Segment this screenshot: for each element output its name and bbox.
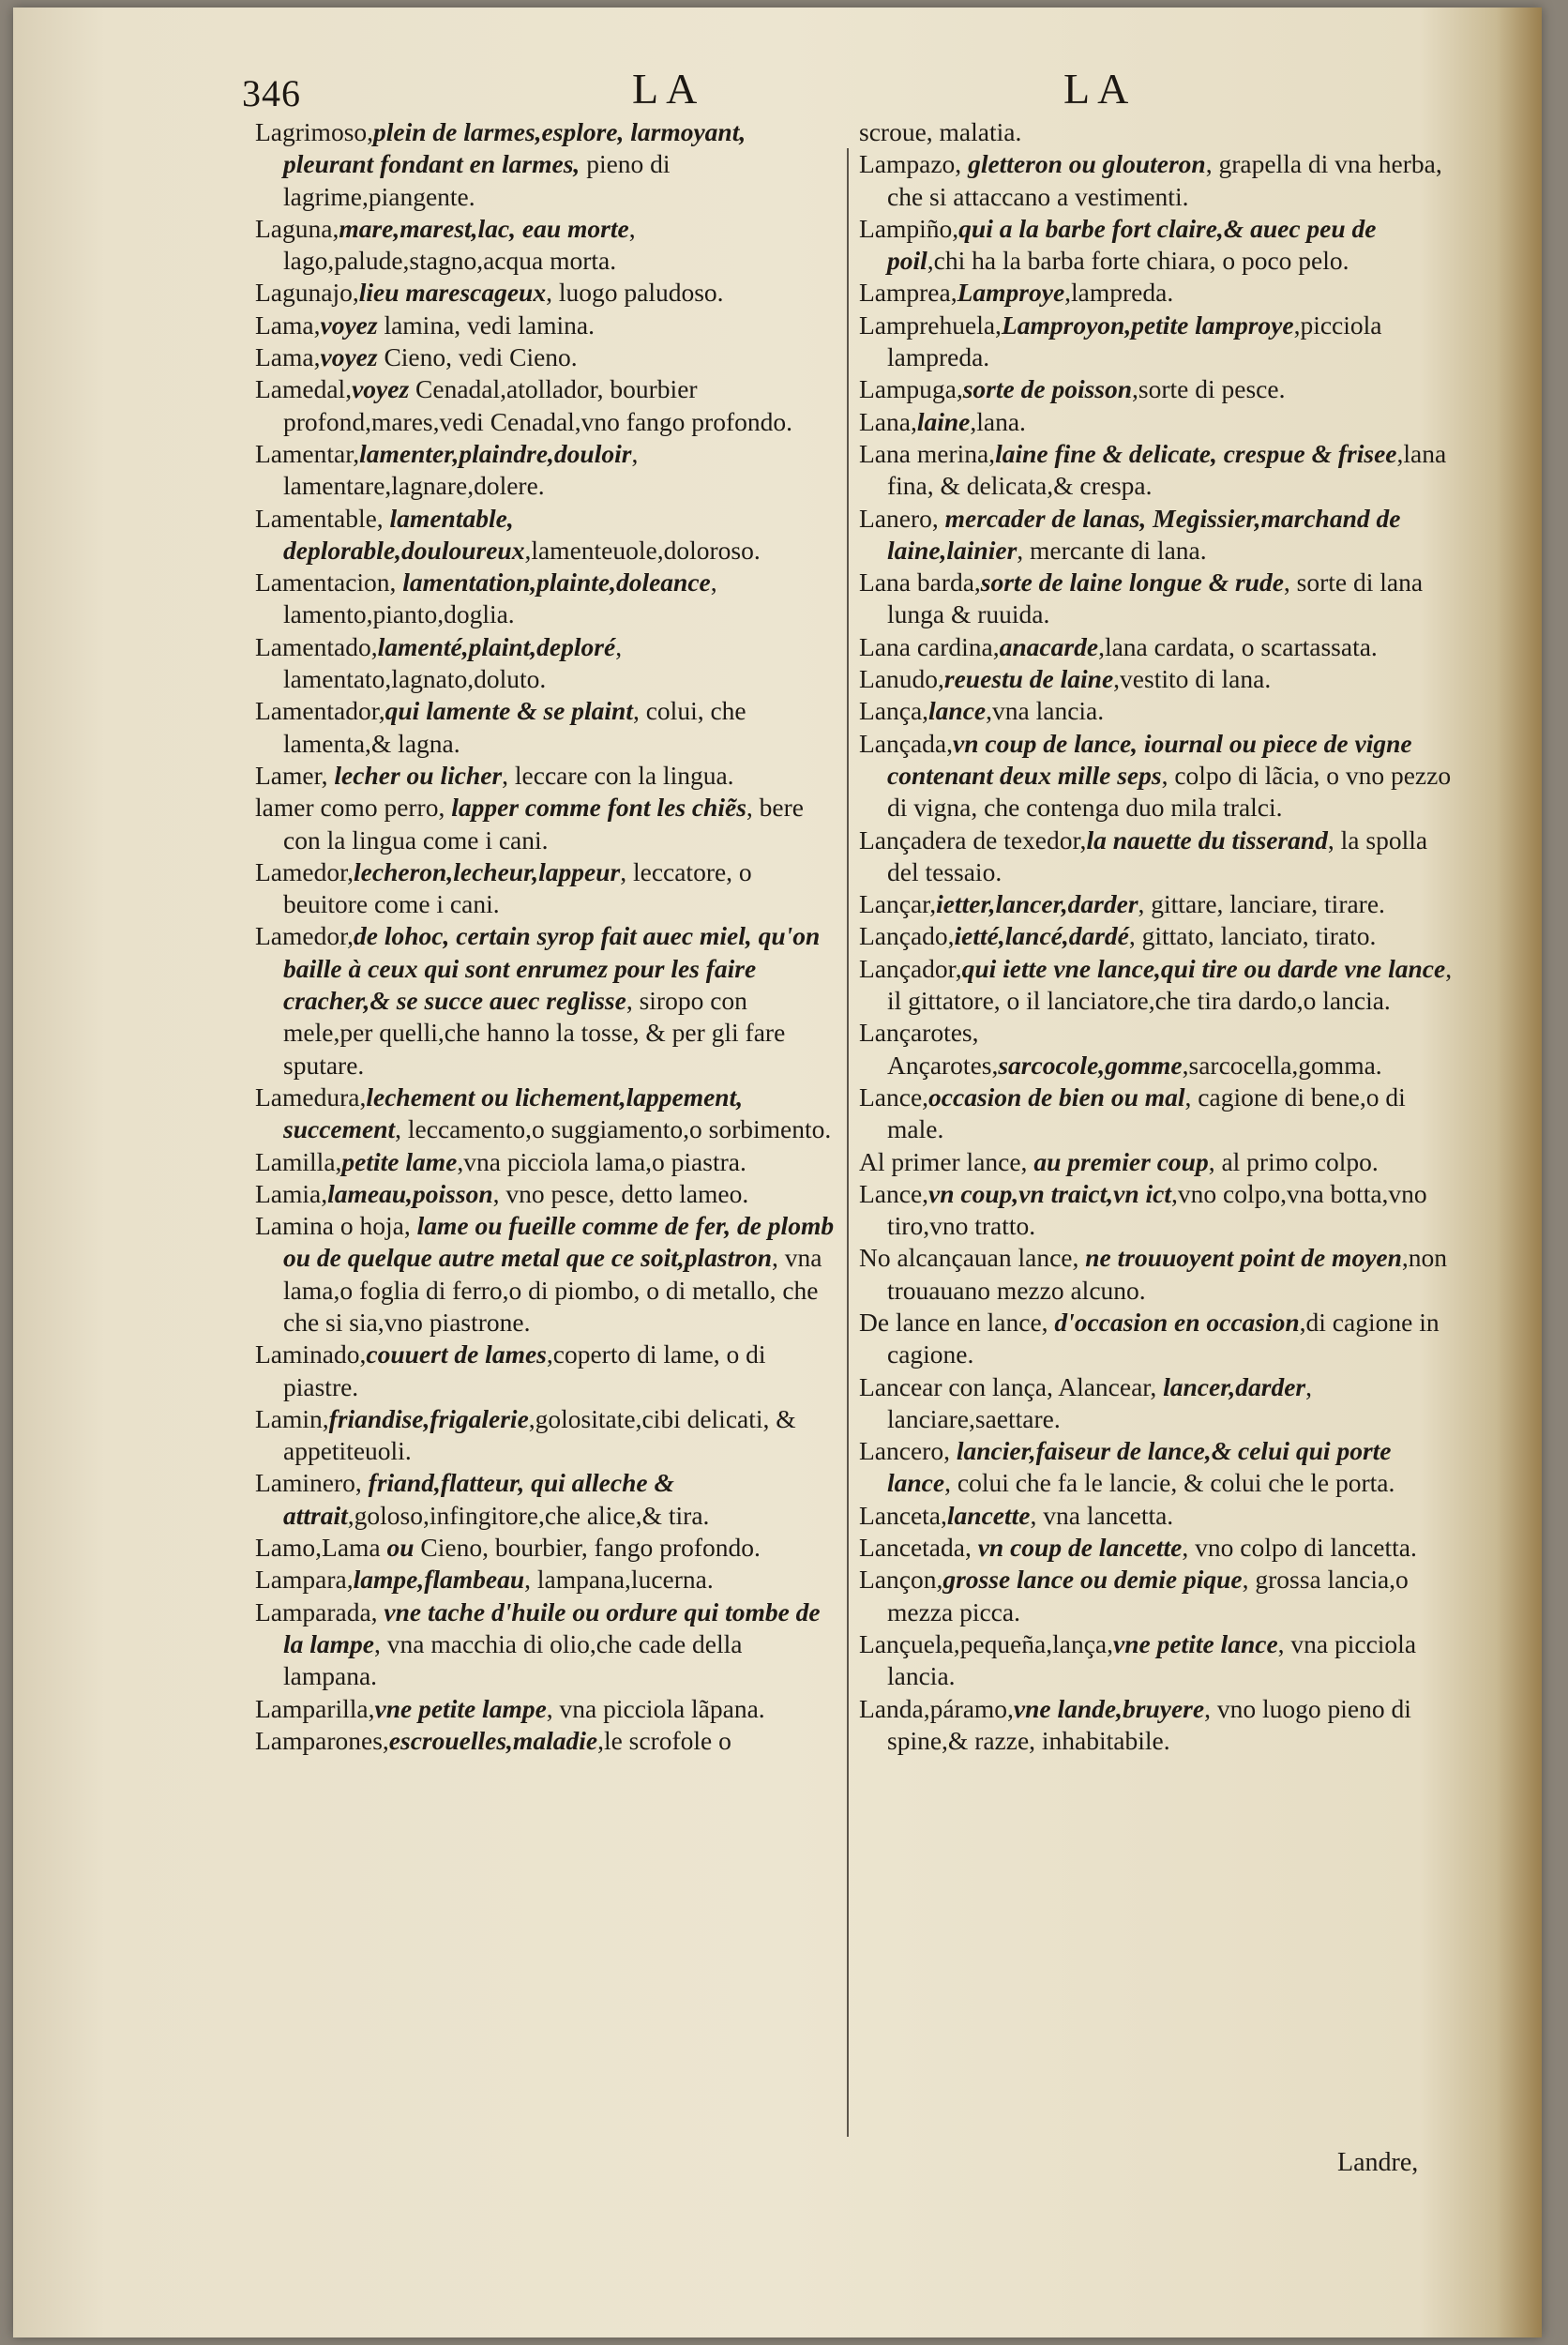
dictionary-entry: [255, 1596, 835, 1693]
french-gloss: la nauette du tisserand: [1086, 825, 1328, 855]
italian-gloss: ,picciola lampreda.: [887, 310, 1382, 372]
headword: Lanudo,: [859, 664, 944, 694]
french-gloss: occasion de bien ou mal: [928, 1082, 1185, 1112]
dictionary-entry: [255, 373, 835, 438]
french-gloss: lecher ou licher: [334, 760, 503, 790]
italian-gloss: , siropo con mele,per quelli,che hanno la tosse, & per gli fare sputare.: [283, 986, 786, 1080]
french-gloss: ietter,lancer,darder: [936, 889, 1138, 919]
french-gloss: sarcocole,gomme: [998, 1050, 1183, 1080]
dictionary-entry: [859, 728, 1454, 825]
dictionary-entry: [859, 953, 1454, 1018]
headword: Lama,: [255, 342, 321, 372]
french-gloss: plein de larmes,esplore, larmoyant, pleurant fondant en larmes,: [283, 117, 746, 179]
italian-gloss: , mercante di lana.: [1017, 535, 1207, 565]
dictionary-entry: [255, 856, 835, 921]
dictionary-entry: [255, 1693, 835, 1725]
headword: Laminero,: [255, 1468, 369, 1498]
headword: Lancear con lança, Alancear,: [859, 1371, 1164, 1401]
french-gloss: lechement ou lichement,lappement, succement: [283, 1082, 744, 1144]
french-gloss: lancer,darder: [1163, 1371, 1306, 1401]
dictionary-entry: [255, 1178, 835, 1210]
french-gloss: gletteron ou glouteron: [968, 149, 1206, 179]
dictionary-entry: [859, 503, 1454, 567]
italian-gloss: ,chi ha la barba forte chiara, o poco pelo.: [927, 246, 1349, 276]
dictionary-entry: [859, 888, 1454, 920]
french-gloss: petite lame: [341, 1146, 458, 1176]
french-gloss: reuestu de laine: [943, 664, 1114, 694]
dictionary-entry: [859, 1532, 1454, 1564]
italian-gloss: ,golositate,cibi delicati, & appetiteuoli.: [283, 1403, 796, 1466]
french-gloss: laine fine & delicate, crespue & frisee: [995, 438, 1397, 468]
french-gloss: vne lande,bruyere: [1013, 1693, 1205, 1723]
headword: Lamparones,: [255, 1725, 389, 1755]
french-gloss: laine: [916, 406, 971, 436]
dictionary-entry: [255, 695, 835, 760]
dictionary-page: [13, 8, 1542, 2337]
dictionary-entry: [859, 310, 1454, 374]
french-gloss: vn coup de lancette: [977, 1533, 1183, 1563]
dictionary-entry: [859, 116, 1454, 148]
headword: Lama,: [255, 310, 321, 340]
dictionary-entry: [859, 920, 1454, 952]
french-gloss: mercader de lanas, Megissier,marchand de laine,lainier: [887, 503, 1401, 565]
headword: Lamo,Lama: [255, 1533, 387, 1563]
headword: Lançado,: [859, 921, 955, 951]
italian-gloss: , grossa lancia,o mezza picca.: [887, 1565, 1409, 1626]
dictionary-entry: [255, 310, 835, 341]
italian-gloss: , leccatore, o beuitore come i cani.: [283, 856, 752, 919]
headword: Lampazo,: [859, 149, 969, 179]
french-gloss: Lamproyon,petite lamproye: [1001, 310, 1294, 340]
headword: No alcançauan lance,: [859, 1243, 1086, 1273]
french-gloss: friandise,frigalerie: [328, 1403, 529, 1433]
french-gloss: qui a la barbe fort claire,& auec peu de poil: [887, 213, 1377, 276]
left-column: [255, 116, 835, 1757]
dictionary-entry: [859, 825, 1454, 889]
french-gloss: ietté,lancé,dardé: [954, 921, 1129, 951]
italian-gloss: , cagione di bene,o di male.: [887, 1082, 1406, 1144]
dictionary-entry: [859, 1178, 1454, 1243]
french-gloss: lamenter,plaindre,douloir: [359, 438, 632, 468]
italian-gloss: ,di cagione in cagione.: [887, 1307, 1440, 1369]
italian-gloss: , leccamento,o suggiamento,o sorbimento.: [395, 1114, 832, 1144]
italian-gloss: , al primo colpo.: [1208, 1146, 1379, 1176]
italian-gloss: , vno pesce, detto lameo.: [492, 1178, 749, 1208]
headword: Landa,páramo,: [859, 1693, 1014, 1723]
italian-gloss: , gittato, lanciato, tirato.: [1128, 921, 1377, 951]
headword: Lanero,: [859, 503, 945, 533]
french-gloss: qui iette vne lance,qui tire ou darde vne lance: [961, 953, 1446, 983]
italian-gloss: Cieno, vedi Cieno.: [377, 342, 578, 372]
dictionary-entry: [859, 213, 1454, 278]
italian-gloss: , colpo di lãcia, o vno pezzo di vigna, che contenga duo mila tralci.: [887, 760, 1452, 823]
italian-gloss: , lamentato,lagnato,doluto.: [283, 631, 623, 694]
italian-gloss: , colui che fa le lancie, & colui che le porta.: [944, 1468, 1395, 1498]
headword: Lance,: [859, 1178, 929, 1208]
french-gloss: vne petite lampe: [374, 1693, 547, 1723]
headword: Lamina o hoja,: [255, 1211, 417, 1241]
italian-gloss: , leccare con la lingua.: [502, 760, 734, 790]
dictionary-entry: [859, 1017, 1454, 1082]
headword: Lançar,: [859, 889, 937, 919]
headword: Lamentar,: [255, 438, 360, 468]
dictionary-entry: [859, 148, 1454, 213]
italian-gloss: , lampana,lucerna.: [524, 1565, 714, 1595]
french-gloss: lampe,flambeau: [353, 1565, 525, 1595]
french-gloss: sorte de laine longue & rude: [980, 567, 1284, 598]
italian-gloss: , bere con la lingua come i cani.: [283, 793, 804, 855]
italian-gloss: ,lana cardata, o scartassata.: [1098, 631, 1378, 661]
french-gloss: de lohoc, certain syrop fait auec miel, qu'on baille à ceux qui sont enrumez pour les faire cracher,& se succe auec reglisse: [283, 921, 821, 1016]
italian-gloss: scroue, malatia.: [859, 117, 1022, 146]
dictionary-entry: [859, 1628, 1454, 1693]
french-gloss: lameau,poisson: [327, 1178, 493, 1208]
dictionary-entry: [255, 567, 835, 631]
headword: Lança,: [859, 696, 929, 726]
headword: Lancetada,: [859, 1533, 978, 1563]
running-head-right: LA: [1063, 65, 1137, 113]
dictionary-entry: [859, 1371, 1454, 1436]
italian-gloss: , lanciare,saettare.: [887, 1371, 1312, 1433]
dictionary-entry: [255, 277, 835, 309]
french-gloss: voyez: [352, 374, 410, 404]
dictionary-entry: [859, 631, 1454, 663]
french-gloss: lecheron,lecheur,lappeur: [354, 856, 621, 886]
italian-gloss: , gittare, lanciare, tirare.: [1138, 889, 1385, 919]
french-gloss: vn coup,vn traict,vn ict: [928, 1178, 1171, 1208]
italian-gloss: , vna lama,o foglia di ferro,o di piombo, o di metallo, che che si sia,vno piastrone.: [283, 1243, 822, 1337]
dictionary-entry: [255, 1403, 835, 1468]
headword: Lamin,: [255, 1403, 329, 1433]
headword: Lance,: [859, 1082, 929, 1112]
headword: Lamia,: [255, 1178, 328, 1208]
italian-gloss: , luogo paludoso.: [546, 278, 724, 308]
italian-gloss: , lamento,pianto,doglia.: [283, 567, 717, 629]
headword: Lamprehuela,: [859, 310, 1002, 340]
headword: Lanceta,: [859, 1500, 947, 1530]
dictionary-entry: [859, 1146, 1454, 1178]
dictionary-entry: [255, 1467, 835, 1532]
headword: Lamentable,: [255, 503, 390, 533]
headword: Lana,: [859, 406, 917, 436]
italian-gloss: ,vestito di lana.: [1113, 664, 1272, 694]
dictionary-entry: [859, 1564, 1454, 1628]
headword: Lamentado,: [255, 631, 378, 661]
dictionary-entry: [255, 631, 835, 696]
headword: De lance en lance,: [859, 1307, 1055, 1337]
italian-gloss: , vno luogo pieno di spine,& razze, inhabitabile.: [887, 1693, 1411, 1755]
dictionary-entry: [859, 695, 1454, 727]
french-gloss: grosse lance ou demie pique: [942, 1565, 1243, 1595]
headword: Lançarotes, Ançarotes,: [859, 1018, 999, 1080]
italian-gloss: , lago,palude,stagno,acqua morta.: [283, 213, 636, 276]
french-gloss: vn coup de lance, iournal ou piece de vigne contenant deux mille seps: [887, 728, 1412, 790]
french-gloss: anacarde: [999, 631, 1099, 661]
dictionary-entry: [859, 1242, 1454, 1307]
italian-gloss: ,vno colpo,vna botta,vno tiro,vno tratto.: [887, 1178, 1427, 1241]
french-gloss: lamentable, deplorable,douloureux: [283, 503, 525, 565]
french-gloss: vne tache d'huile ou ordure qui tombe de la lampe: [283, 1596, 821, 1658]
dictionary-entry: [255, 341, 835, 373]
french-gloss: qui lamente & se plaint: [384, 696, 633, 726]
french-gloss: voyez: [320, 310, 378, 340]
running-head-left: LA: [632, 65, 705, 113]
french-gloss: lancier,faiseur de lance,& celui qui porte lance: [887, 1436, 1392, 1498]
headword: Lançadera de texedor,: [859, 825, 1087, 855]
headword: Lamedura,: [255, 1082, 367, 1112]
headword: Lançador,: [859, 953, 962, 983]
headword: Lançon,: [859, 1565, 943, 1595]
right-column: [859, 116, 1454, 1757]
italian-gloss: , il gittatore, o il lanciatore,che tira dardo,o lancia.: [887, 953, 1453, 1016]
italian-gloss: lamina, vedi lamina.: [377, 310, 595, 340]
italian-gloss: ,sarcocella,gomma.: [1182, 1050, 1382, 1080]
italian-gloss: ,lampreda.: [1064, 278, 1174, 308]
headword: Lana cardina,: [859, 631, 1000, 661]
dictionary-entry: [255, 1146, 835, 1178]
french-gloss: lieu marescageux: [358, 278, 547, 308]
dictionary-entry: [255, 438, 835, 503]
headword: Lampiño,: [859, 213, 959, 243]
dictionary-entry: [859, 277, 1454, 309]
italian-gloss: ,non trouauano mezzo alcuno.: [887, 1243, 1448, 1305]
headword: Lamparilla,: [255, 1693, 375, 1723]
dictionary-entry: [255, 116, 835, 213]
dictionary-entry: [859, 663, 1454, 695]
italian-gloss: , vna lancetta.: [1030, 1500, 1174, 1530]
headword: Lamentador,: [255, 696, 385, 726]
italian-gloss: , sorte di lana lunga & ruuida.: [887, 567, 1424, 629]
dictionary-entry: [255, 503, 835, 567]
italian-gloss: , lamentare,lagnare,dolere.: [283, 438, 639, 501]
dictionary-entry: [255, 760, 835, 792]
dictionary-entry: [859, 438, 1454, 503]
french-gloss: ne trouuoyent point de moyen: [1085, 1243, 1402, 1273]
dictionary-entry: [255, 213, 835, 278]
italian-gloss: , vna macchia di olio,che cade della lampana.: [283, 1628, 743, 1691]
french-gloss: vne petite lance: [1113, 1628, 1278, 1658]
french-gloss: au premier coup: [1033, 1146, 1209, 1176]
italian-gloss: ,vna lancia.: [986, 696, 1105, 726]
french-gloss: Lamproye: [957, 278, 1065, 308]
headword: Lamedor,: [255, 921, 354, 951]
french-gloss: couuert de lames: [366, 1339, 547, 1369]
dictionary-entry: [255, 792, 835, 856]
dictionary-entry: [859, 373, 1454, 405]
french-gloss: escrouelles,maladie: [388, 1725, 598, 1755]
italian-gloss: , vna picciola lãpana.: [546, 1693, 765, 1723]
headword: Lampara,: [255, 1565, 354, 1595]
headword: Lamparada,: [255, 1596, 384, 1626]
headword: Lagrimoso,: [255, 117, 374, 146]
headword: Lamer,: [255, 760, 335, 790]
dictionary-entry: [859, 1500, 1454, 1532]
headword: Al primer lance,: [859, 1146, 1034, 1176]
dictionary-entry: [859, 1435, 1454, 1500]
italian-gloss: , colui, che lamenta,& lagna.: [283, 696, 746, 758]
headword: lamer como perro,: [255, 793, 452, 823]
italian-gloss: ,le scrofole o: [597, 1725, 731, 1755]
italian-gloss: , la spolla del tessaio.: [887, 825, 1428, 886]
italian-gloss: ,lana.: [970, 406, 1026, 436]
italian-gloss: ,vna picciola lama,o piastra.: [457, 1146, 746, 1176]
french-gloss: lamentation,plainte,doleance: [402, 567, 711, 598]
dictionary-entry: [859, 406, 1454, 438]
french-gloss: sorte de poisson: [962, 374, 1133, 404]
italian-gloss: , grapella di vna herba, che si attaccano a vestimenti.: [887, 149, 1442, 211]
headword: Lamentacion,: [255, 567, 403, 598]
headword: Lançada,: [859, 728, 953, 758]
dictionary-entry: [859, 1307, 1454, 1371]
headword: Laminado,: [255, 1339, 367, 1369]
french-gloss: lame ou fueille comme de fer, de plomb ou de quelque autre metal que ce soit,plastron: [283, 1211, 835, 1273]
catchword: Landre,: [1337, 2148, 1419, 2177]
headword: Lagunajo,: [255, 278, 359, 308]
headword: Lançuela,pequeña,lança,: [859, 1628, 1114, 1658]
italian-gloss: ,lamenteuole,doloroso.: [524, 535, 761, 565]
italian-gloss: Cieno, bourbier, fango profondo.: [414, 1533, 761, 1563]
dictionary-entry: [255, 1532, 835, 1564]
headword: Lana barda,: [859, 567, 981, 598]
french-gloss: lance: [928, 696, 987, 726]
italian-gloss: Cenadal,atollador, bourbier profond,mares,vedi Cenadal,vno fango profondo.: [283, 374, 792, 436]
french-gloss: lapper comme font les chiẽs: [451, 793, 746, 823]
french-gloss: d'occasion en occasion: [1054, 1307, 1300, 1337]
headword: Lamilla,: [255, 1146, 342, 1176]
dictionary-entry: [255, 1725, 835, 1757]
page-number: 346: [242, 72, 301, 114]
italian-gloss: , vna picciola lancia.: [887, 1628, 1417, 1691]
column-divider: [847, 148, 849, 2137]
italian-gloss: pieno di lagrime,piangente.: [283, 149, 671, 211]
italian-gloss: ,sorte di pesce.: [1132, 374, 1286, 404]
dictionary-entry: [255, 920, 835, 1081]
french-gloss: lancette: [946, 1500, 1031, 1530]
dictionary-entry: [859, 1082, 1454, 1146]
french-gloss: friand,flatteur, qui alleche & attrait: [283, 1468, 674, 1530]
dictionary-entry: [255, 1564, 835, 1596]
page-header: [13, 64, 1542, 116]
french-gloss: voyez: [320, 342, 378, 372]
french-gloss: lamenté,plaint,deploré: [377, 631, 616, 661]
headword: Lamprea,: [859, 278, 957, 308]
dictionary-entry: [255, 1210, 835, 1339]
headword: Lana merina,: [859, 438, 996, 468]
italian-gloss: ,goloso,infingitore,che alice,& tira.: [347, 1500, 710, 1530]
headword: Lamedal,: [255, 374, 353, 404]
french-gloss: mare,marest,lac, eau morte: [339, 213, 629, 243]
italian-gloss: ,coperto di lame, o di piastre.: [283, 1339, 766, 1401]
dictionary-entry: [859, 1693, 1454, 1758]
italian-gloss: , vno colpo di lancetta.: [1182, 1533, 1417, 1563]
headword: Lamedor,: [255, 856, 354, 886]
french-gloss: ou: [386, 1533, 415, 1563]
headword: Laguna,: [255, 213, 339, 243]
headword: Lampuga,: [859, 374, 963, 404]
italian-gloss: ,lana fina, & delicata,& crespa.: [887, 438, 1447, 501]
headword: Lancero,: [859, 1436, 957, 1466]
dictionary-entry: [859, 567, 1454, 631]
dictionary-entry: [255, 1339, 835, 1403]
dictionary-entry: [255, 1082, 835, 1146]
